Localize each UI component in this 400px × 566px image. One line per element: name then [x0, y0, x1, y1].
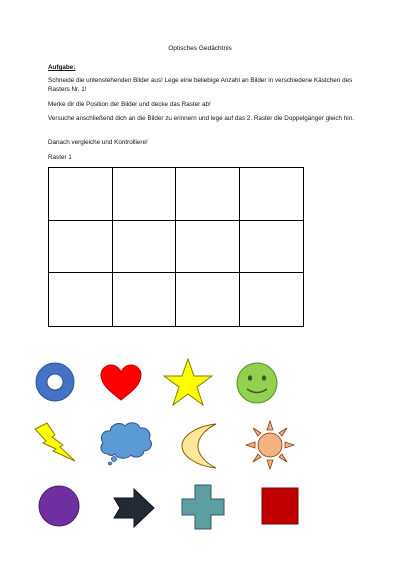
star-icon[interactable]	[163, 358, 213, 406]
square-icon[interactable]	[261, 487, 299, 525]
grid-cell[interactable]	[49, 273, 113, 326]
circle-icon[interactable]	[38, 485, 80, 527]
arrow-icon[interactable]	[112, 487, 156, 529]
raster-grid	[48, 167, 304, 327]
page-title: Optisches Gedächtnis	[168, 45, 232, 52]
grid-cell[interactable]	[113, 168, 177, 221]
heart-icon[interactable]	[99, 364, 143, 402]
grid-cell[interactable]	[240, 168, 304, 221]
instruction-4: Danach vergleiche und Kontrolliere!	[48, 139, 148, 146]
grid-cell[interactable]	[240, 221, 304, 274]
grid-cell[interactable]	[49, 221, 113, 274]
smiley-icon[interactable]	[236, 362, 278, 404]
instruction-3: Versuche anschließend dich an die Bilder zu erinnern und lege auf das 2. Raster die Doppelgänger gleich hin.	[48, 115, 354, 122]
instruction-2: Merke dir die Position der Bilder und decke das Raster ab!	[48, 101, 211, 108]
grid-cell[interactable]	[113, 273, 177, 326]
grid-cell[interactable]	[49, 168, 113, 221]
lightning-icon[interactable]	[33, 421, 77, 463]
grid-cell[interactable]	[240, 273, 304, 326]
sun-icon[interactable]	[245, 420, 295, 470]
grid-cell[interactable]	[176, 168, 240, 221]
moon-icon[interactable]	[178, 422, 220, 470]
instruction-1: Schneide die untenstehenden Bilder aus! Lege eine beliebige Anzahl an Bilder in verschiedene Kästchen des Rasters Nr. 1!	[48, 77, 353, 93]
ring-icon[interactable]	[35, 362, 75, 402]
cross-icon[interactable]	[181, 484, 225, 530]
grid-cell[interactable]	[176, 273, 240, 326]
task-label: Aufgabe:	[48, 64, 76, 71]
grid-cell[interactable]	[176, 221, 240, 274]
grid-cell[interactable]	[113, 221, 177, 274]
raster-label: Raster 1	[48, 154, 72, 161]
cloud-icon[interactable]	[98, 420, 154, 466]
